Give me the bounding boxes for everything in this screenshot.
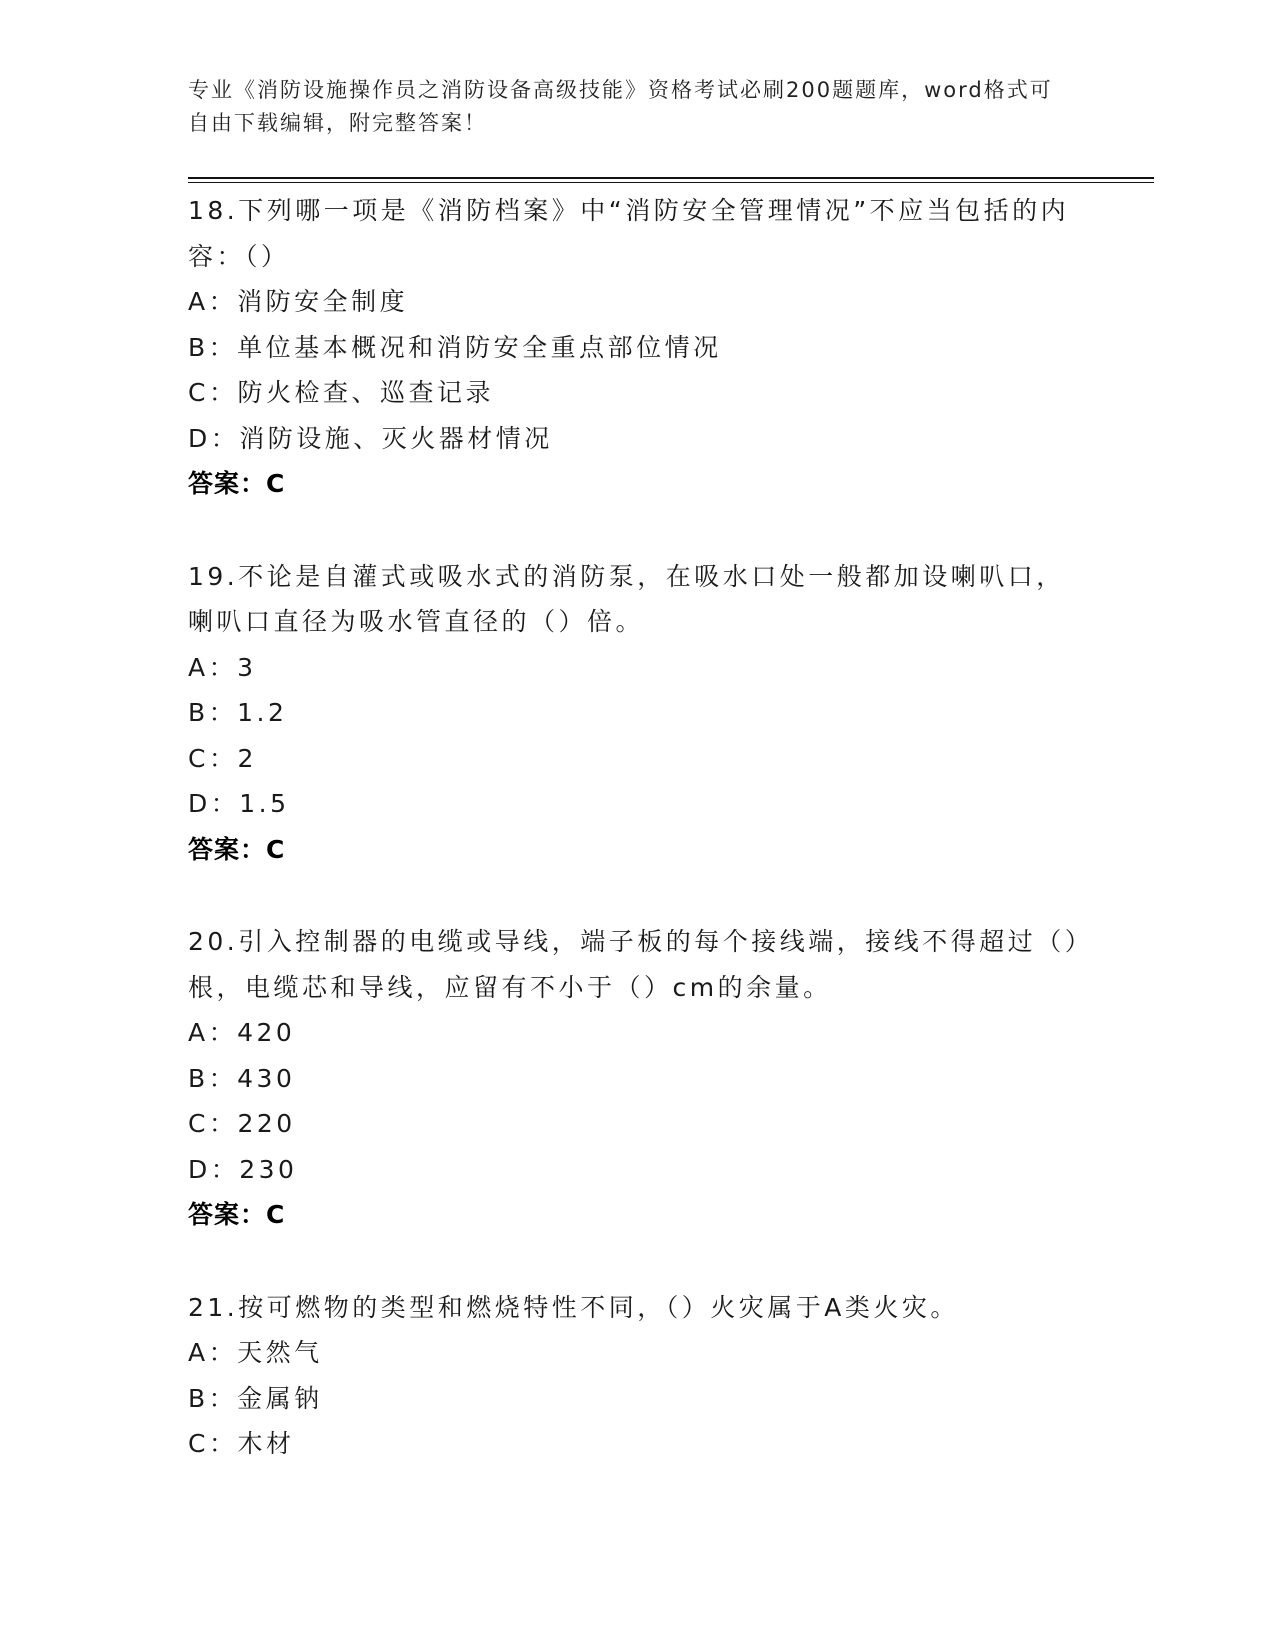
- option-b: B：单位基本概况和消防安全重点部位情况: [188, 332, 722, 362]
- option-d: D：230: [188, 1154, 298, 1184]
- option-c: C：防火检查、巡查记录: [188, 378, 494, 407]
- header-divider-thick: [188, 177, 1154, 179]
- option-b: B：430: [188, 1063, 296, 1093]
- option-a: A：420: [188, 1018, 296, 1047]
- option-c: C：220: [188, 1109, 296, 1138]
- option-a: A：消防安全制度: [188, 287, 409, 316]
- question-stem: 19.不论是自灌式或吸水式的消防泵，在吸水口处一般都加设喇叭口，喇叭口直径为吸水管直径的（）倍。: [188, 561, 1065, 636]
- option-d: D：1.5: [188, 789, 290, 818]
- option-c: C：2: [188, 743, 257, 773]
- question-20: [188, 919, 1088, 1238]
- answer-line: 答案：C: [188, 1200, 286, 1229]
- option-b: B：金属钠: [188, 1383, 323, 1413]
- answer-line: 答案：C: [188, 834, 286, 864]
- option-a: A：天然气: [188, 1338, 323, 1367]
- document-header: 专业《消防设施操作员之消防设备高级技能》资格考试必刷200题题库，word格式可自由下载编辑，附完整答案！: [188, 78, 1053, 135]
- question-18: [188, 188, 1088, 507]
- option-d: D：消防设施、灭火器材情况: [188, 423, 553, 453]
- option-a: A：3: [188, 652, 257, 682]
- answer-line: 答案：C: [188, 469, 286, 498]
- question-stem: 18.下列哪一项是《消防档案》中“消防安全管理情况”不应当包括的内容：（）: [188, 196, 1070, 271]
- question-21: [188, 1285, 1088, 1467]
- header-divider-thin: [188, 182, 1154, 183]
- option-c: C：木材: [188, 1429, 295, 1458]
- option-b: B：1.2: [188, 698, 288, 727]
- question-list: [188, 188, 1088, 1514]
- question-stem: 21.按可燃物的类型和燃烧特性不同，（）火灾属于A类火灾。: [188, 1292, 959, 1322]
- question-19: [188, 554, 1088, 873]
- question-stem: 20.引入控制器的电缆或导线，端子板的每个接线端，接线不得超过（）根，电缆芯和导线，应留有不小于（）cm的余量。: [188, 927, 1081, 1002]
